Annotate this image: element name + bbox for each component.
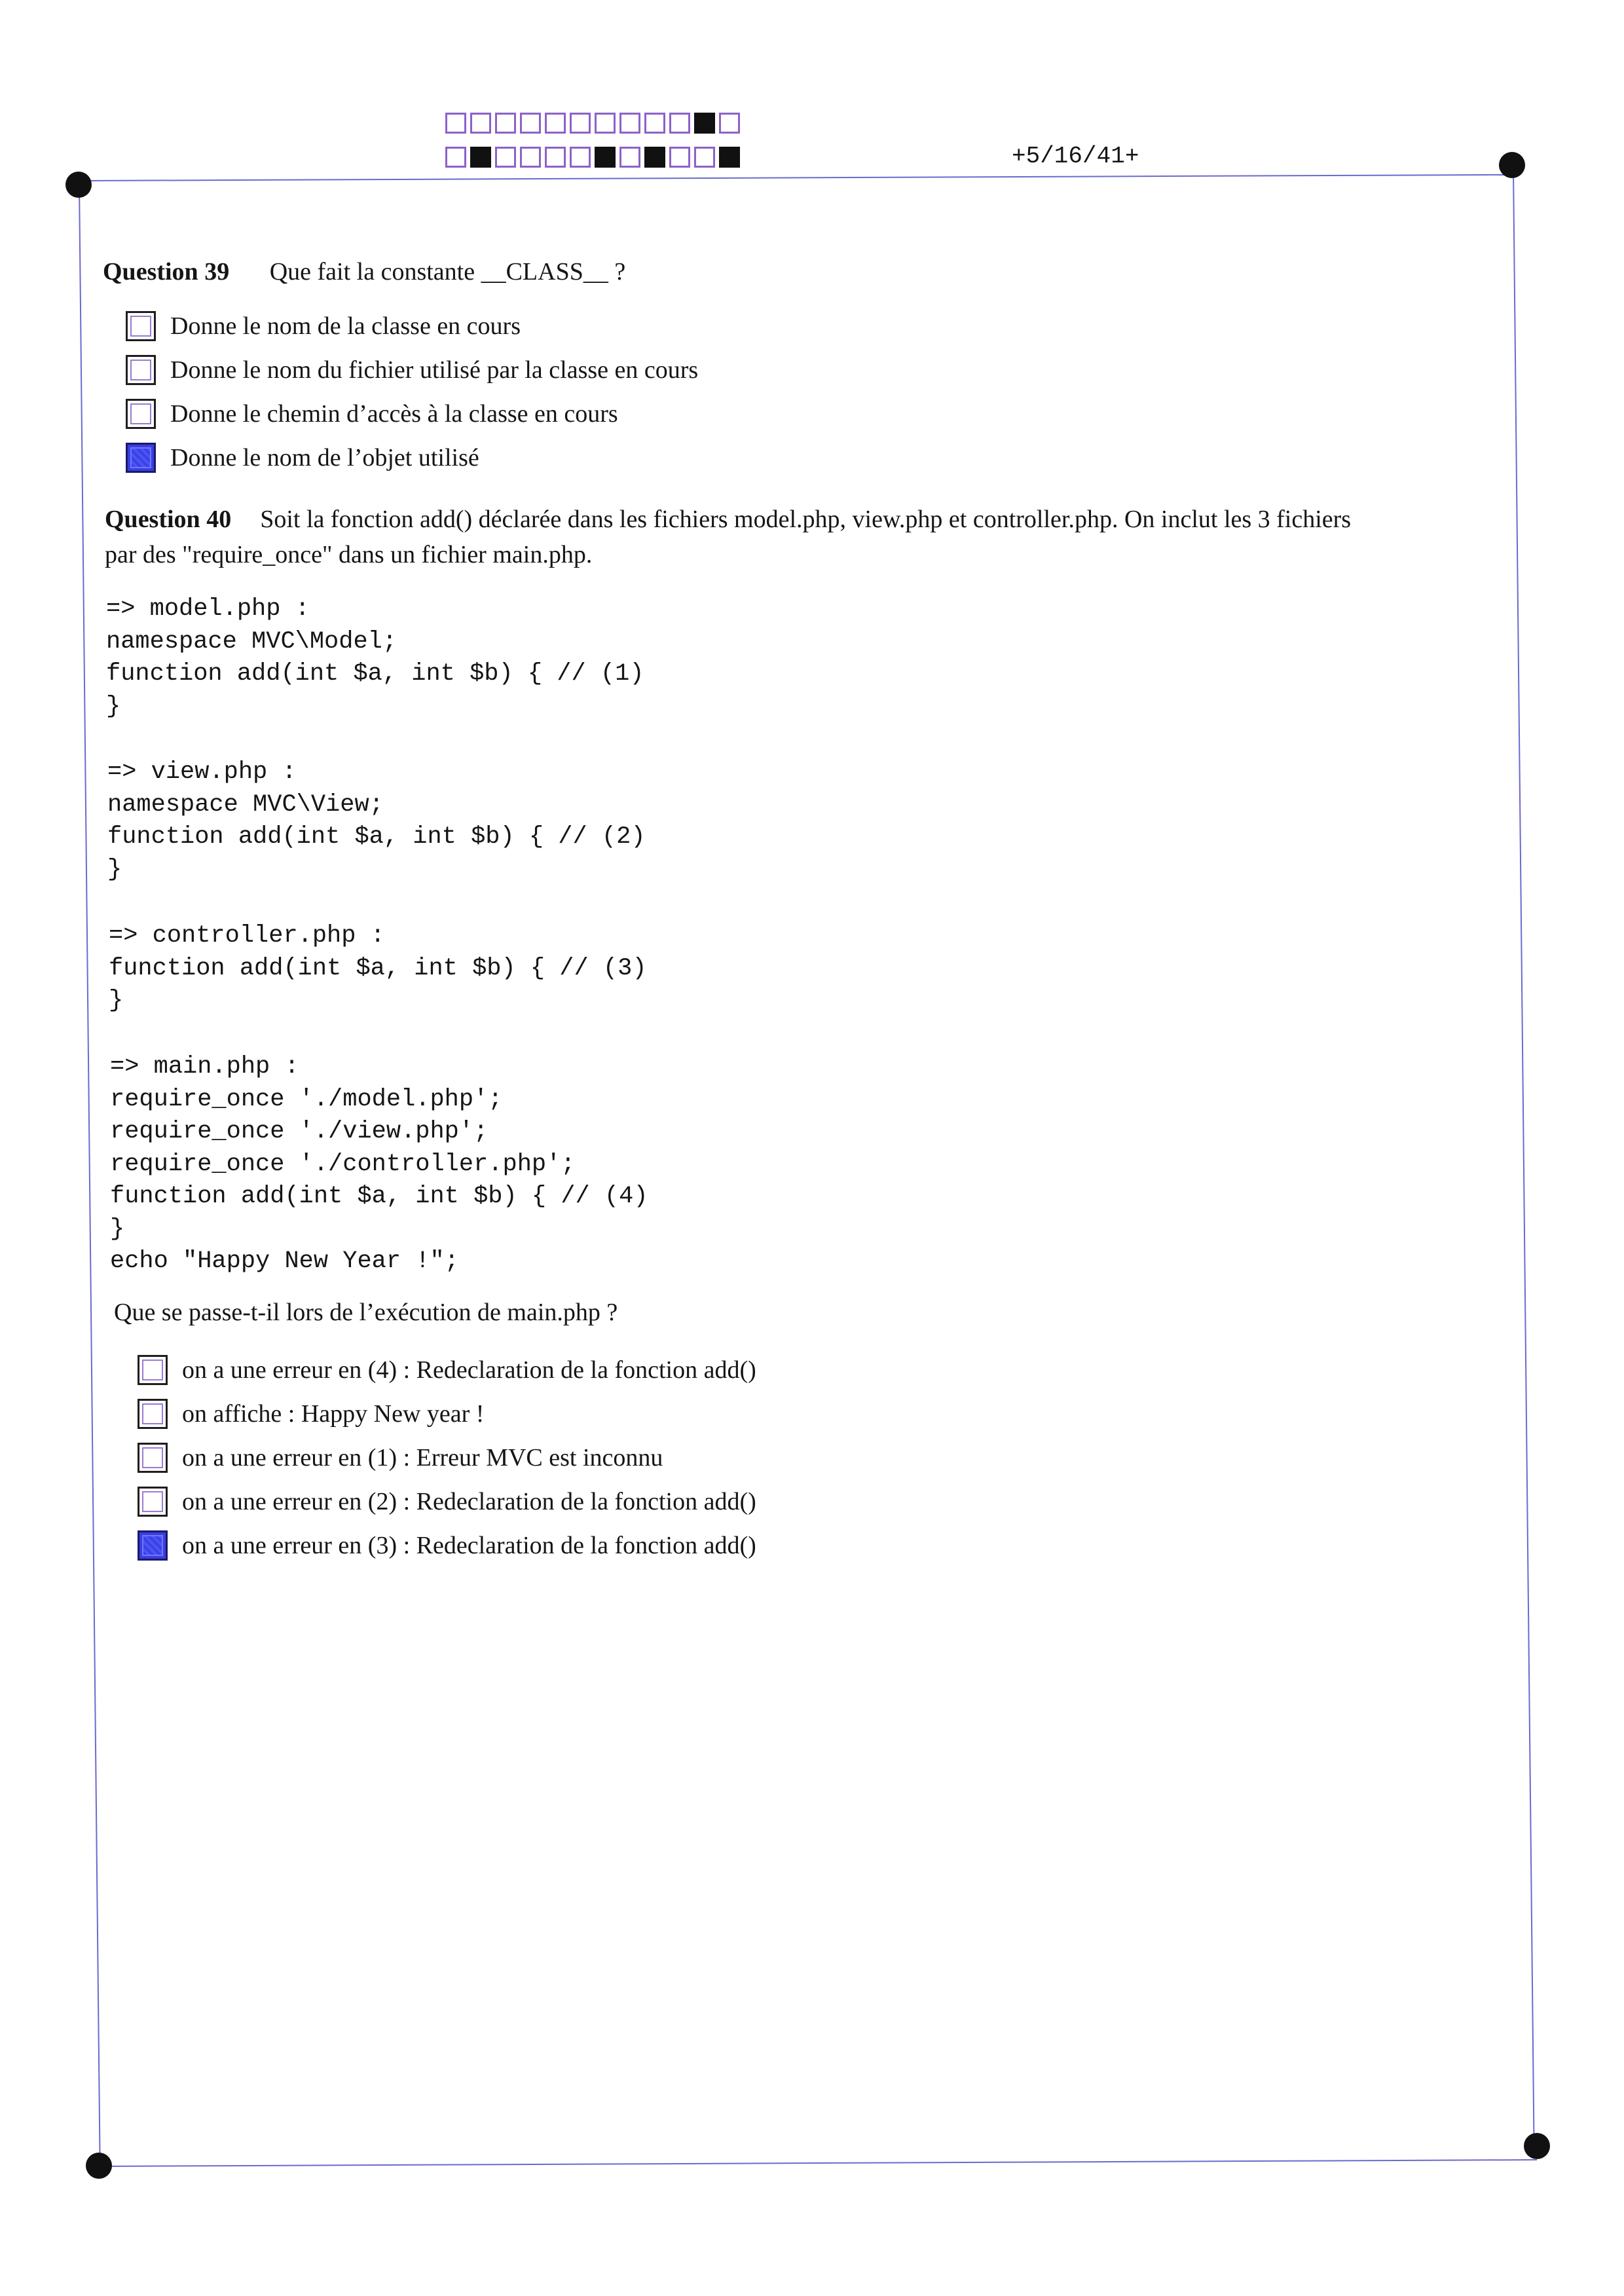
code-model: => model.php : namespace MVC\Model; function add(int $a, int $b) { // (1) } xyxy=(106,595,644,720)
q40-choice-2[interactable] xyxy=(138,1392,756,1435)
page-code-row-top xyxy=(445,113,744,136)
code-box xyxy=(669,113,690,134)
question-40-text-line2: par des "require_once" dans un fichier main.php. xyxy=(105,541,593,568)
code-box xyxy=(570,147,591,168)
question-40-header xyxy=(105,502,1351,572)
code-box xyxy=(694,113,715,134)
q40-choice-4[interactable] xyxy=(138,1479,756,1523)
q40-checkbox-4[interactable] xyxy=(138,1487,168,1517)
q40-choice-5[interactable] xyxy=(138,1523,756,1567)
corner-marker-top-left xyxy=(65,172,92,198)
q40-checkbox-2[interactable] xyxy=(138,1399,168,1429)
q39-checkbox-1[interactable] xyxy=(126,311,156,341)
q40-choice-text-5: on a une erreur en (3) : Redeclaration de la fonction add() xyxy=(182,1531,756,1559)
q39-checkbox-4[interactable] xyxy=(126,443,156,473)
code-box xyxy=(644,147,665,168)
code-box xyxy=(495,113,516,134)
code-box xyxy=(495,147,516,168)
corner-marker-bottom-right xyxy=(1524,2133,1550,2159)
q39-choice-2[interactable] xyxy=(126,348,698,392)
question-39-label: Question 39 xyxy=(103,258,230,286)
q40-choice-text-1: on a une erreur en (4) : Redeclaration de la fonction add() xyxy=(182,1356,756,1384)
frame-right-line xyxy=(1513,170,1535,2148)
code-box xyxy=(719,147,740,168)
frame-bottom-line xyxy=(100,2159,1537,2167)
code-box xyxy=(445,147,466,168)
q40-choice-1[interactable] xyxy=(138,1348,756,1392)
q40-choice-text-4: on a une erreur en (2) : Redeclaration de la fonction add() xyxy=(182,1487,756,1515)
question-40-text-line1: Soit la fonction add() déclarée dans les fichiers model.php, view.php et controller.php. On inclut les 3 fichiers xyxy=(260,506,1352,533)
code-controller: => controller.php : function add(int $a, int $b) { // (3) } xyxy=(109,922,647,1014)
code-box xyxy=(669,147,690,168)
q40-checkbox-1[interactable] xyxy=(138,1355,168,1385)
code-box xyxy=(595,113,616,134)
q39-choice-text-4: Donne le nom de l’objet utilisé xyxy=(170,443,479,472)
frame-top-line xyxy=(79,174,1513,181)
q40-choice-text-3: on a une erreur en (1) : Erreur MVC est inconnu xyxy=(182,1443,663,1472)
q39-checkbox-3[interactable] xyxy=(126,399,156,429)
page-id: +5/16/41+ xyxy=(1012,143,1139,170)
code-box xyxy=(619,113,640,134)
code-box xyxy=(470,147,491,168)
code-box xyxy=(545,147,566,168)
question-39-text: Que fait la constante __CLASS__ ? xyxy=(269,258,626,286)
code-box xyxy=(445,113,466,134)
q39-choice-text-3: Donne le chemin d’accès à la classe en cours xyxy=(170,399,618,428)
q39-checkbox-2[interactable] xyxy=(126,355,156,385)
q39-choice-4[interactable] xyxy=(126,435,698,479)
question-40-choices xyxy=(138,1348,756,1567)
code-box xyxy=(520,113,541,134)
q39-choice-1[interactable] xyxy=(126,304,698,348)
frame-left-line xyxy=(79,183,101,2164)
q39-choice-text-2: Donne le nom du fichier utilisé par la classe en cours xyxy=(170,356,699,384)
corner-marker-top-right xyxy=(1499,152,1525,178)
corner-marker-bottom-left xyxy=(86,2153,112,2179)
question-40-prompt: Que se passe-t-il lors de l’exécution de main.php ? xyxy=(114,1299,618,1326)
code-box xyxy=(545,113,566,134)
q40-checkbox-3[interactable] xyxy=(138,1443,168,1473)
question-39-header xyxy=(103,257,625,286)
q39-choice-text-1: Donne le nom de la classe en cours xyxy=(170,312,521,340)
q40-checkbox-5[interactable] xyxy=(138,1530,168,1561)
code-box xyxy=(644,113,665,134)
code-box xyxy=(570,113,591,134)
code-view: => view.php : namespace MVC\View; function add(int $a, int $b) { // (2) } xyxy=(107,758,646,883)
q40-choice-3[interactable] xyxy=(138,1435,756,1479)
code-box xyxy=(694,147,715,168)
page-code-row-bottom xyxy=(445,147,744,170)
code-main: => main.php : require_once './model.php'; require_once './view.php'; require_once './controller.php'; function add(int $a, int $b) { // (4) } echo "Happy New Year !"; xyxy=(110,1053,648,1275)
q39-choice-3[interactable] xyxy=(126,392,698,435)
code-box xyxy=(595,147,616,168)
question-40-label: Question 40 xyxy=(105,506,232,533)
question-39-choices xyxy=(126,304,698,479)
code-box xyxy=(719,113,740,134)
code-box xyxy=(520,147,541,168)
q40-choice-text-2: on affiche : Happy New year ! xyxy=(182,1399,485,1428)
code-box xyxy=(470,113,491,134)
code-box xyxy=(619,147,640,168)
